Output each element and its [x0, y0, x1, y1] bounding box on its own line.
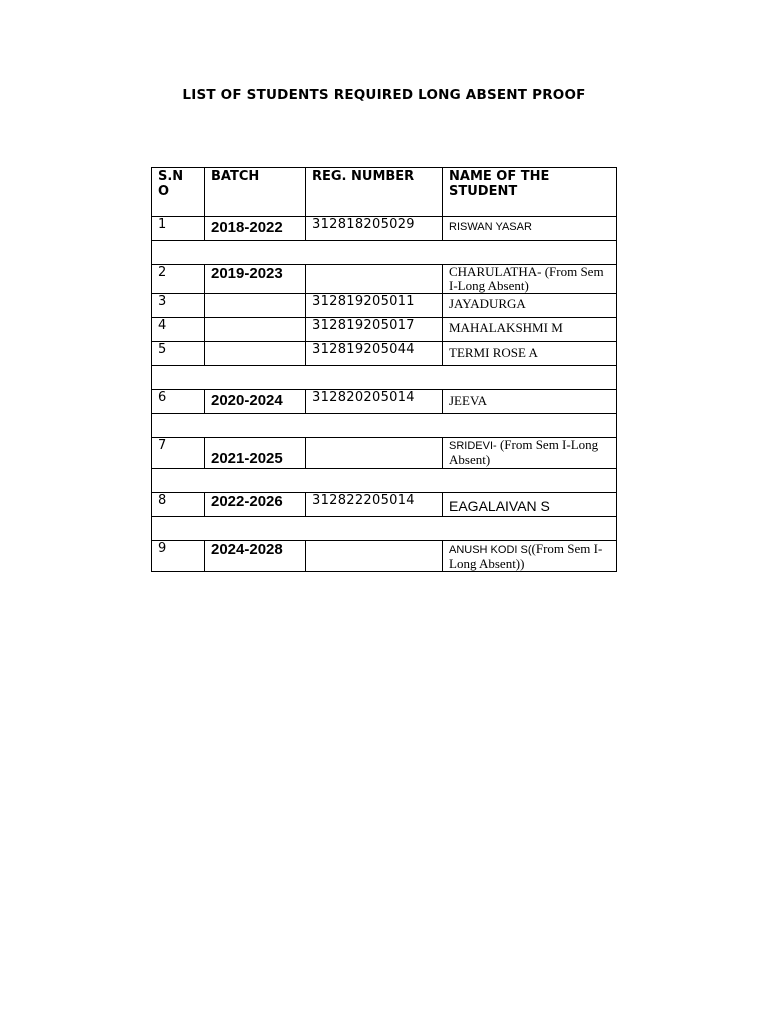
table-row — [152, 294, 617, 318]
cell-sno: 1 — [152, 217, 205, 241]
spacer-row — [152, 366, 617, 390]
cell-reg — [306, 541, 443, 572]
cell-sno: 9 — [152, 541, 205, 572]
table-header-row — [152, 168, 617, 217]
cell-name: SRIDEVI- (From Sem I-Long Absent) — [443, 438, 617, 469]
cell-name: JAYADURGA — [443, 294, 617, 318]
spacer-row — [152, 469, 617, 493]
cell-name: ANUSH KODI S((From Sem I-Long Absent)) — [443, 541, 617, 572]
cell-reg — [306, 438, 443, 469]
cell-batch: 2024-2028 — [205, 541, 306, 572]
spacer-row — [152, 414, 617, 438]
cell-name: MAHALAKSHMI M — [443, 318, 617, 342]
table-row — [152, 493, 617, 517]
cell-sno: 3 — [152, 294, 205, 318]
table-row — [152, 265, 617, 294]
table-row — [152, 438, 617, 469]
cell-reg: 312820205014 — [306, 390, 443, 414]
cell-sno: 4 — [152, 318, 205, 342]
table-row — [152, 342, 617, 366]
table-row — [152, 390, 617, 414]
cell-reg: 312819205017 — [306, 318, 443, 342]
cell-batch: 2022-2026 — [205, 493, 306, 517]
cell-reg: 312819205044 — [306, 342, 443, 366]
cell-batch: 2019-2023 — [205, 265, 306, 294]
header-sno: S.N O — [152, 168, 205, 217]
header-batch: BATCH — [205, 168, 306, 217]
table-row — [152, 541, 617, 572]
cell-reg: 312822205014 — [306, 493, 443, 517]
spacer-row — [152, 241, 617, 265]
spacer-row — [152, 517, 617, 541]
header-reg-number: REG. NUMBER — [306, 168, 443, 217]
cell-batch — [205, 342, 306, 366]
cell-reg: 312818205029 — [306, 217, 443, 241]
cell-batch — [205, 294, 306, 318]
cell-sno: 7 — [152, 438, 205, 469]
cell-name: JEEVA — [443, 390, 617, 414]
cell-batch: 2020-2024 — [205, 390, 306, 414]
cell-reg — [306, 265, 443, 294]
cell-sno: 6 — [152, 390, 205, 414]
table-row — [152, 217, 617, 241]
cell-batch — [205, 318, 306, 342]
cell-name: RISWAN YASAR — [443, 217, 617, 241]
cell-sno: 5 — [152, 342, 205, 366]
document-title: LIST OF STUDENTS REQUIRED LONG ABSENT PROOF — [182, 87, 586, 103]
cell-name: CHARULATHA- (From Sem I-Long Absent) — [443, 265, 617, 294]
cell-reg: 312819205011 — [306, 294, 443, 318]
cell-name: TERMI ROSE A — [443, 342, 617, 366]
cell-name: EAGALAIVAN S — [443, 493, 617, 517]
table-row — [152, 318, 617, 342]
cell-sno: 8 — [152, 493, 205, 517]
cell-sno: 2 — [152, 265, 205, 294]
header-student-name: NAME OF THE STUDENT — [443, 168, 617, 217]
cell-batch: 2018-2022 — [205, 217, 306, 241]
students-table — [151, 167, 617, 572]
cell-batch: 2021-2025 — [205, 438, 306, 469]
